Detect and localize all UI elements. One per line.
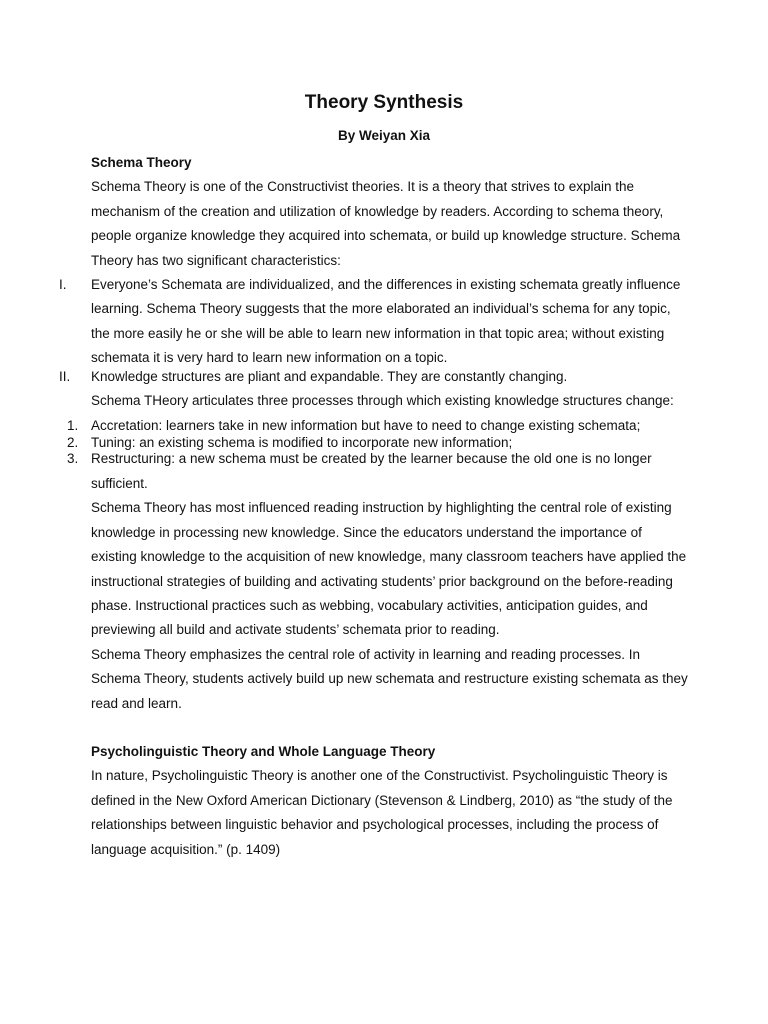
list-item [67,417,691,434]
list-item-text: Knowledge structures are pliant and expandable. They are constantly changing. [91,368,568,384]
list-marker: 3. [67,451,79,467]
document-body [59,151,691,862]
list-item [59,273,691,371]
list-item [67,447,691,496]
list-marker: 2. [67,435,79,451]
list-marker: 1. [67,418,79,434]
section-heading-schema-theory: Schema Theory [91,155,192,170]
characteristics-list [59,273,691,389]
list-marker: I. [59,277,67,293]
document-title: Theory Synthesis [304,92,464,113]
schema-intro-paragraph: Schema Theory is one of the Constructivist theories. It is a theory that strives to explain the mechanism of the creation and utilization of knowledge by readers. According to schema theory, people organize knowledge they acquired into schemata, or build up knowledge structure. Schema Theory has two significant characteristics: [91,179,681,268]
activity-paragraph: Schema Theory emphasizes the central role of activity in learning and reading processes. In Schema Theory, students actively build up new schemata and restructure existing schemata as they read and learn. [91,646,688,711]
document-author: By Weiyan Xia [337,128,431,143]
list-marker: II. [59,368,71,384]
list-item-text: Tuning: an existing schema is modified to incorporate new information; [91,435,513,451]
list-item-text: Everyone’s Schemata are individualized, and the differences in existing schemata greatly influence learning. Schema Theory suggests that the more elaborated an individual’s schema for any topic, the more easily he or she will be able to learn new information in that topic area; without existing schemata it is very hard to learn new information on a topic. [91,277,681,366]
list-item-text: Accretation: learners take in new information but have to need to change existing schemata; [91,418,641,434]
section-spacer [91,716,691,740]
processes-list [67,417,691,496]
processes-intro-paragraph: Schema THeory articulates three processes through which existing knowledge structures change: [91,393,674,409]
instruction-paragraph: Schema Theory has most influenced reading instruction by highlighting the central role of existing knowledge in processing new knowledge. Since the educators understand the importance of existing knowledge to the acquisition of new knowledge, many classroom teachers have applied the instructional strategies of building and activating students’ prior background on the before-reading phase. Instructional practices such as webbing, vocabulary activities, anticipation guides, and previewing all build and activate students’ schemata prior to reading. [91,500,687,638]
list-item [59,365,691,389]
section-heading-psycholinguistic-theory: Psycholinguistic Theory and Whole Language Theory [91,743,436,759]
list-item-text: Restructuring: a new schema must be created by the learner because the old one is no longer sufficient. [91,451,652,491]
psycholinguistic-paragraph: In nature, Psycholinguistic Theory is another one of the Constructivist. Psycholinguistic Theory is defined in the New Oxford American Dictionary (Stevenson & Lindberg, 2010) as “the study of the relationships between linguistic behavior and psychological processes, including the process of language acquisition.” (p. 1409) [91,768,673,857]
